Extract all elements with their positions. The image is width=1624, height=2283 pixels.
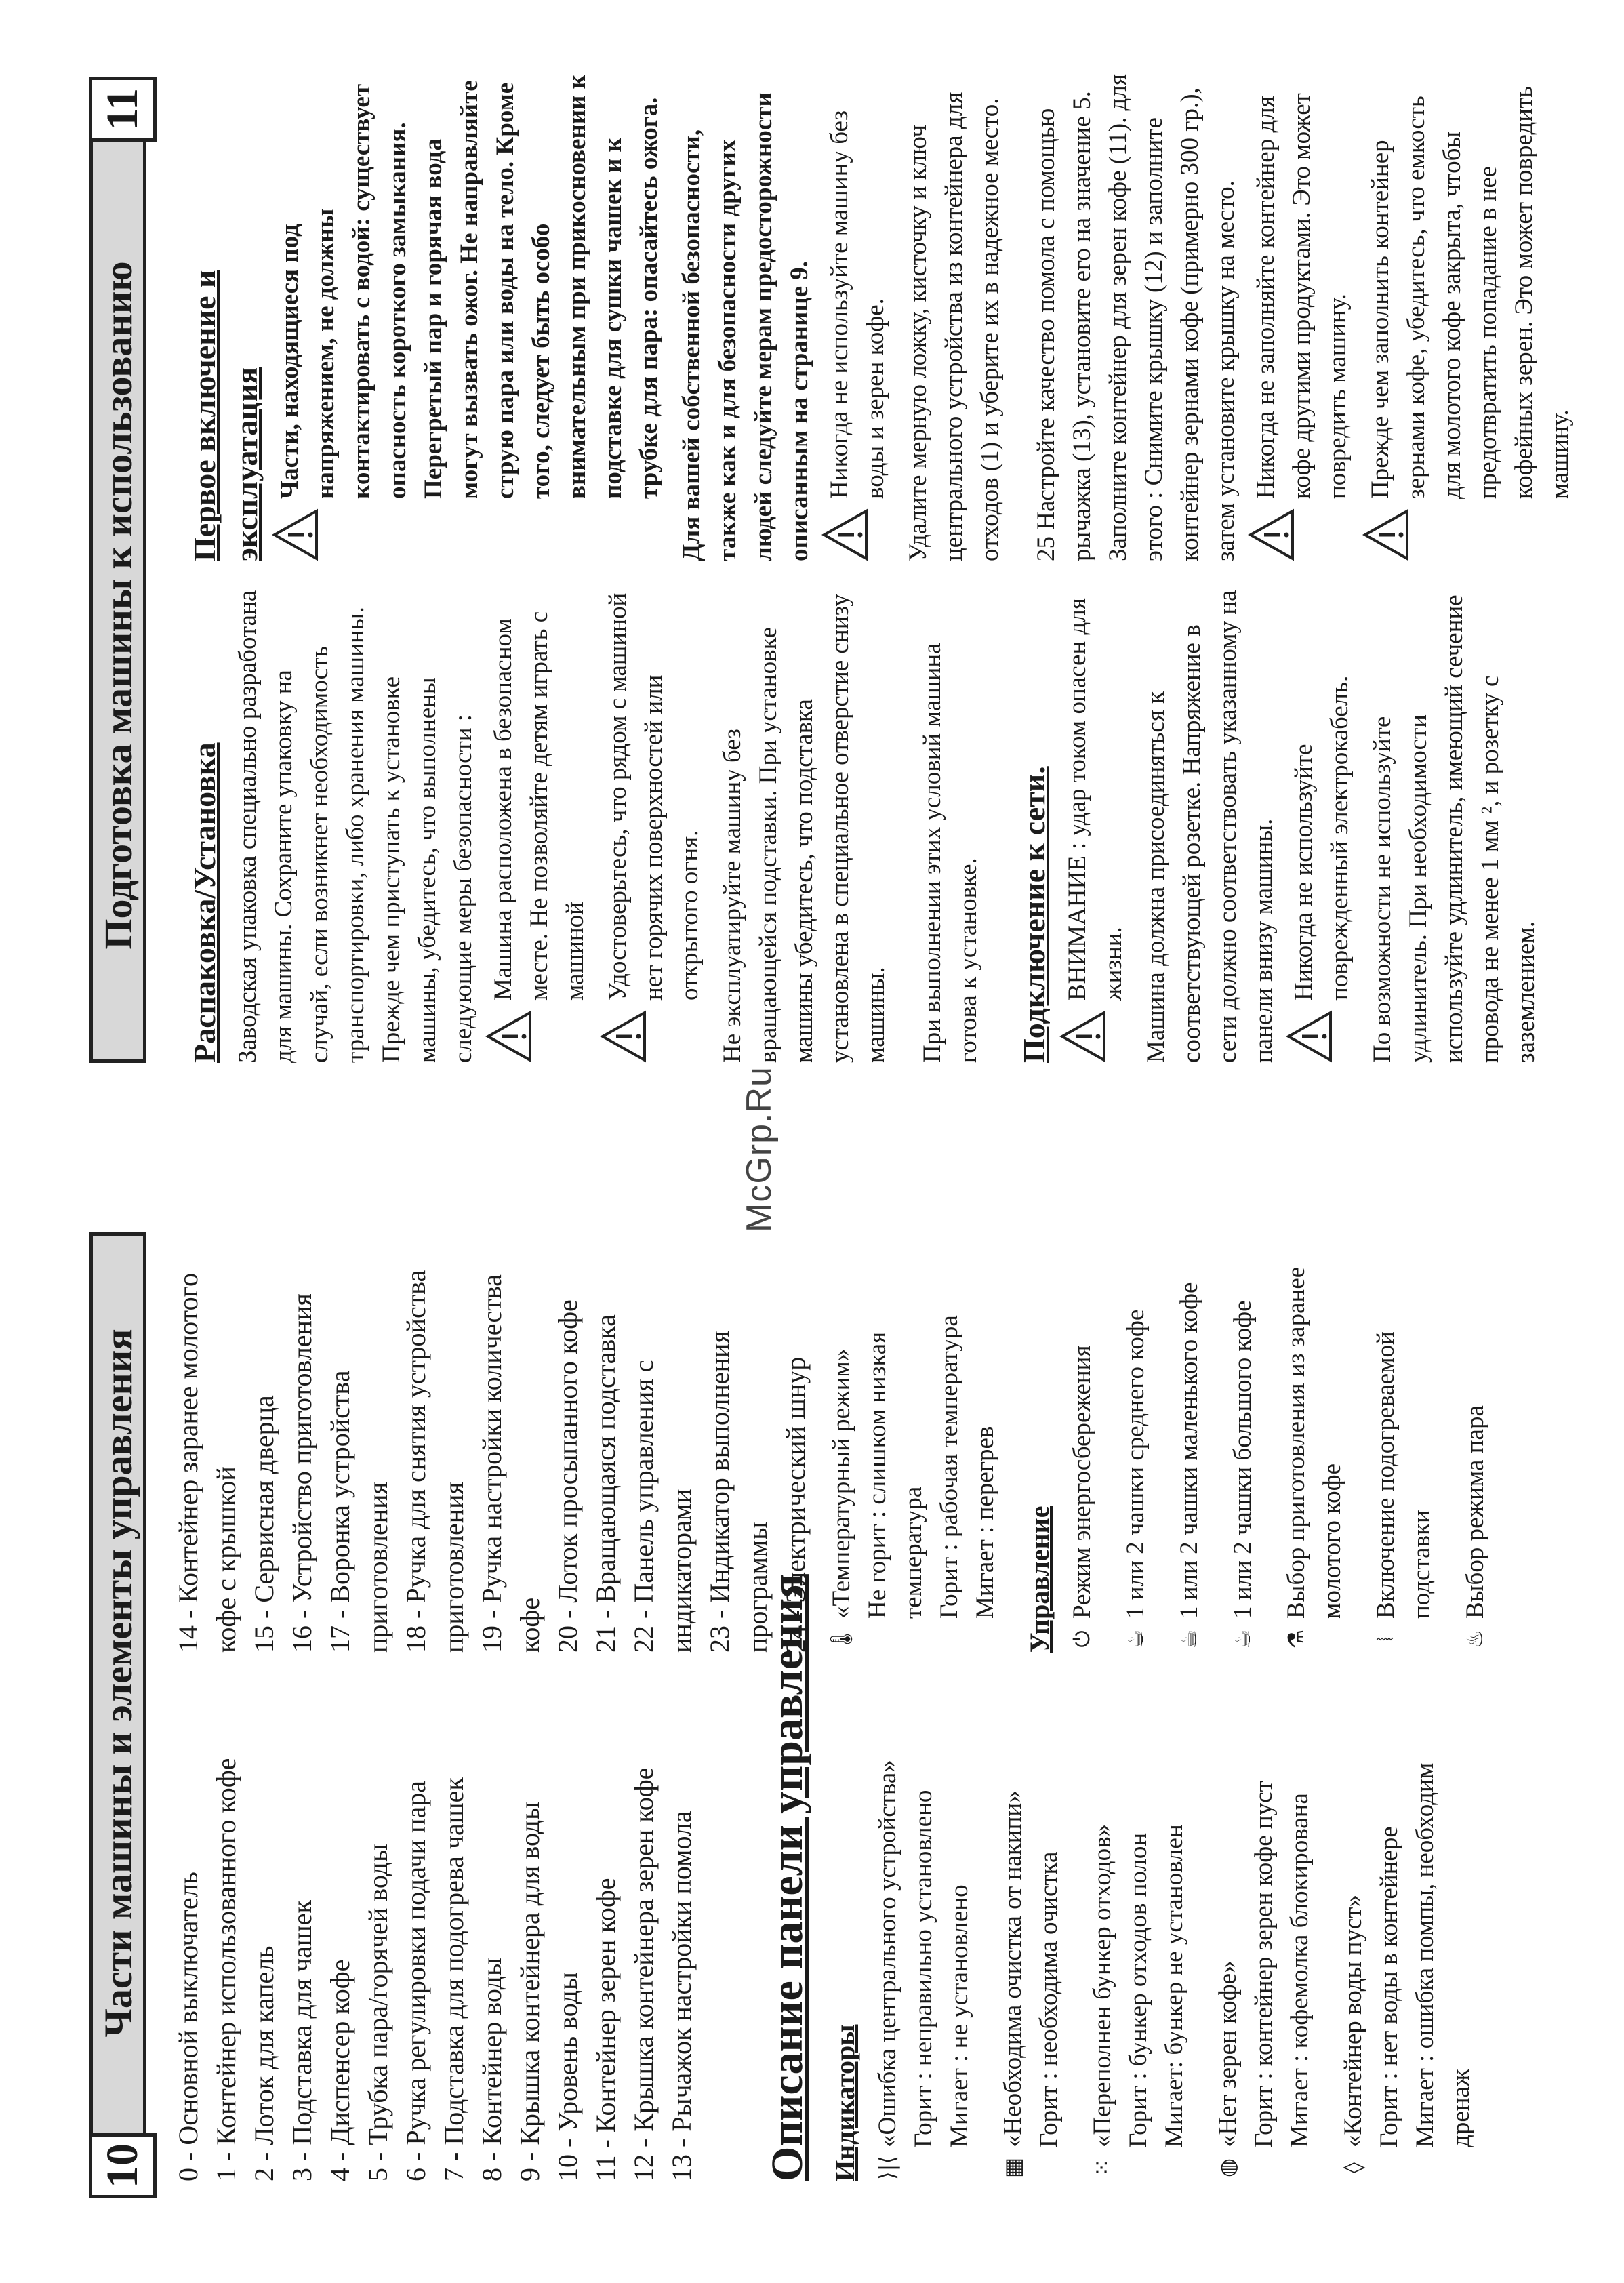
parts-item: 17 - Воронка устройства приготовления	[325, 1370, 393, 1653]
control-large-cup	[1225, 1219, 1261, 1653]
warning-text: Машина расположена в безопасном месте. Не позволяйте детям играть с машиной	[489, 611, 589, 1001]
descaling-icon: ▦	[1000, 2157, 1026, 2179]
parts-item: 11 - Контейнер зерен кофе	[590, 1878, 621, 2181]
parts-item: 13 - Рычажок настройки помола	[666, 1811, 697, 2181]
control-label: Выбор приготовления из заранее молотого кофе	[1282, 1266, 1346, 1619]
parts-item: 19 - Ручка настройки количества кофе	[476, 1274, 545, 1653]
indicator-text: Мигает : не установлено	[946, 1884, 973, 2147]
indicator-text: Мигает : ошибка помпы, необходим дренаж	[1411, 1762, 1475, 2147]
parts-item: 4 - Диспенсер кофе	[325, 1959, 355, 2181]
warning-icon	[485, 1010, 533, 1063]
indicator-temperature	[824, 1219, 1003, 1653]
indicator-text: «Ошибка центрального устройства»	[874, 1760, 901, 2147]
control-cup-warmer	[1368, 1219, 1440, 1653]
parts-item: 0 - Основной выключатель	[173, 1872, 203, 2181]
unpacking-text-3: При выполнении этих условий машина готова к установке.	[918, 643, 982, 1063]
parts-item: 12 - Крышка контейнера зерен кофе	[628, 1767, 659, 2181]
unpacking-column	[180, 588, 1544, 1063]
control-label: 1 или 2 чашки маленького кофе	[1175, 1282, 1203, 1619]
parts-item: 22 - Панель управления с индикаторами	[628, 1360, 697, 1653]
watermark: McGrp.Ru	[739, 1066, 779, 1232]
warning-block	[1248, 73, 1356, 561]
warning-icon	[1059, 1010, 1107, 1063]
warning-block	[1362, 73, 1578, 561]
left-page-title: Части машины и элементы управления	[96, 1329, 140, 2038]
parts-item: 21 - Вращающаяся подставка	[590, 1314, 621, 1653]
parts-item: 23 - Индикатор выполнения программы	[704, 1331, 773, 1653]
small-cup-icon: ☕	[1176, 1629, 1202, 1649]
parts-item: 8 - Контейнер воды	[476, 1958, 507, 2181]
control-small-cup	[1171, 1219, 1207, 1653]
parts-item: 6 - Ручка регулировки подачи пара	[401, 1781, 431, 2181]
indicator-text: «Необходима очистка от накипи»	[999, 1790, 1027, 2147]
warning-block	[821, 73, 893, 561]
controls-block	[824, 1219, 1511, 1653]
control-ground-coffee	[1278, 1219, 1350, 1653]
first-use-column	[180, 73, 1585, 561]
warning-block	[1286, 588, 1358, 1063]
waste-bin-full-icon: ⁙	[1089, 2158, 1115, 2177]
power-text-2: По возможности не используйте удлинитель. При необходимости используйте удлинитель, имеющий сечение провода не менее 1 мм ², и розетку с заземлением.	[1368, 594, 1540, 1063]
warning-block	[485, 588, 593, 1063]
control-panel-section-title-wrap	[756, 1232, 817, 2181]
central-unit-error-icon: ⟩|⟨	[874, 2156, 900, 2180]
warning-text: Прежде чем заполнить контейнер зернами кофе, убедитесь, что емкость для молотого кофе закрыта, чтобы предотвратить попадание в нее кофейных зерен. Это может повредить машину.	[1366, 85, 1574, 499]
first-use-text-2: 25 Настройте качество помола с помощью рычажка (13), установите его на значение 5. Заполните контейнер для зерен кофе (11). для этого : Снимите крышку (12) и заполните контейнер зернами кофе (примерно 300 гр.), затем установите крышку на место.	[1032, 74, 1240, 561]
parts-item: 10 - Уровень воды	[552, 1972, 583, 2181]
parts-item: 16 - Устройство приготовления	[287, 1293, 317, 1653]
unpacking-text-2: Не эксплуатируйте машину без вращающейся подставки. При установке машины убедитесь, что подставка установлена в специальное отверстие снизу машины.	[718, 594, 890, 1063]
indicator-text: Мигает: бункер не установлен	[1160, 1824, 1188, 2147]
indicator-text: Горит : контейнер зерен кофе пуст	[1250, 1781, 1278, 2147]
first-use-safety-text: Для вашей собственной безопасности, также как и для безопасности других людей следуйте мерам предосторожности описанным на странице 9.	[678, 92, 813, 561]
parts-item: 2 - Лоток для капель	[249, 1945, 279, 2181]
indicator-text: Горит : рабочая температура	[935, 1315, 963, 1619]
warning-icon	[1362, 508, 1410, 561]
indicator-waste-bin	[1084, 1680, 1192, 2181]
right-page-header	[89, 80, 146, 1063]
control-label: Включение подогреваемой подставки	[1372, 1331, 1436, 1619]
parts-item: 7 - Подставка для подогрева чашек	[439, 1777, 469, 2181]
indicator-text: «Температурный режим»	[828, 1348, 855, 1619]
water-empty-icon: ◊	[1340, 2162, 1366, 2173]
parts-item: 9 - Крышка контейнера для воды	[514, 1801, 545, 2181]
parts-item: 24 - Электрический шнур	[780, 1356, 811, 1653]
indicator-text: Не горит : слишком низкая температура	[864, 1331, 927, 1619]
unpacking-title: Распаковка/Установка	[187, 742, 222, 1063]
indicator-text: «Контейнер воды пуст»	[1339, 1895, 1367, 2147]
parts-list-col2	[169, 1232, 815, 1653]
warning-text: ВНИМАНИЕ : удар током опасен для жизни.	[1063, 598, 1127, 1001]
no-beans-icon: ◍	[1215, 2158, 1240, 2177]
parts-item: 3 - Подставка для чашек	[287, 1900, 317, 2181]
warning-text: Никогда не используйте поврежденный электрокабель.	[1290, 675, 1354, 1001]
warning-block	[1059, 588, 1131, 1063]
indicator-text: Горит : бункер отходов полон	[1124, 1832, 1152, 2147]
indicator-text: «Переполнен бункер отходов»	[1089, 1823, 1116, 2147]
indicator-descaling	[995, 1680, 1067, 2181]
power-save-icon: ⏻	[1068, 1630, 1095, 1648]
parts-item: 14 - Контейнер заранее молотого кофе с крышкой	[173, 1272, 241, 1653]
large-cup-icon: ☕	[1230, 1629, 1255, 1649]
power-text: Машина должна присоединяться к соответствующей розетке. Напряжение в сети должно соответствовать указанному на панели внизу машины.	[1142, 590, 1278, 1063]
control-steam	[1457, 1219, 1493, 1653]
indicators-block	[817, 1680, 1497, 2181]
indicator-text: Горит : нет воды в контейнере	[1375, 1826, 1403, 2147]
warning-text: Никогда не заполняйте контейнер для кофе другими продуктами. Это может повредить машину.	[1252, 93, 1352, 499]
indicator-no-beans	[1210, 1680, 1318, 2181]
warning-icon	[821, 508, 869, 561]
steam-icon: ♨	[1462, 1629, 1488, 1649]
control-label: Выбор режима пара	[1461, 1405, 1489, 1619]
parts-item: 18 - Ручка для снятия устройства приготовления	[401, 1270, 469, 1653]
indicator-text: Горит : неправильно установлено	[910, 1790, 937, 2147]
first-use-text: Удалите мерную ложку, кисточку и ключ центрального устройства из контейнера для отходов (1) и уберите их в надежное место.	[904, 92, 1004, 561]
first-use-title: Первое включение и эксплуатация	[187, 270, 264, 561]
warning-block	[600, 588, 708, 1063]
control-label: 1 или 2 чашки большого кофе	[1229, 1300, 1257, 1619]
ground-coffee-icon: ⚗	[1283, 1629, 1309, 1649]
cup-warmer-icon: ⦚	[1372, 1636, 1398, 1642]
indicator-central-unit	[870, 1680, 977, 2181]
thermometer-icon: 🌡	[828, 1625, 854, 1653]
warning-icon	[1286, 1010, 1333, 1063]
indicator-text: «Нет зерен кофе»	[1214, 1960, 1242, 2147]
warning-text: Никогда не используйте машину без воды и зерен кофе.	[826, 110, 889, 499]
warning-text: Удостоверьтесь, что рядом с машиной нет горячих поверхностей или открытого огня.	[604, 592, 704, 1001]
indicator-water-empty	[1335, 1680, 1479, 2181]
parts-item: 15 - Сервисная дверца	[249, 1395, 279, 1653]
parts-item: 20 - Лоток просыпанного кофе	[552, 1299, 583, 1653]
warning-icon	[1248, 508, 1295, 561]
control-medium-cup	[1118, 1219, 1154, 1653]
control-panel-section-title: Описание панели управления	[763, 1574, 812, 2181]
indicator-text: Горит : необходима очистка	[1035, 1851, 1063, 2147]
parts-item: 5 - Трубка пара/горячей воды	[363, 1844, 393, 2181]
indicators-title: Индикаторы	[830, 2024, 860, 2181]
warning-text: Части, находящиеся под напряжением, не должны контактировать с водой: существует опасность короткого замыкания. Перегретый пар и горячая вода могут вызвать ожог. Не направляйте струю пара или воды на тело. Кроме того, следует быть особо внимательным при прикосновении к подставке для сушки чашек и к трубке для пара: опасайтесь ожога.	[276, 75, 663, 499]
indicator-text: Мигает : кофемолка блокирована	[1286, 1793, 1314, 2147]
medium-cup-icon: ☕	[1122, 1629, 1148, 1649]
power-title: Подключение к сети.	[1017, 766, 1051, 1063]
left-page-number: 10	[89, 2133, 157, 2198]
indicator-text: Мигает : перегрев	[971, 1426, 999, 1619]
controls-title: Управление	[1024, 1506, 1055, 1653]
left-page-header	[89, 1232, 146, 2195]
unpacking-text: Заводская упаковка специально разработана для машины. Сохраните упаковку на случай, если возникнет необходимость транспортировки, либо хранения машины. Прежде чем приступать к установке машины, убедитесь, что выполнены следующие меры безопасности :	[234, 590, 477, 1063]
warning-block	[272, 73, 667, 561]
parts-list-col1	[169, 1680, 701, 2181]
control-label: Режим энергосбережения	[1068, 1345, 1096, 1619]
control-label: 1 или 2 чашки среднего кофе	[1122, 1309, 1150, 1619]
right-page-number: 11	[89, 77, 157, 142]
warning-icon	[272, 508, 319, 561]
warning-icon	[600, 1010, 647, 1063]
control-power-save	[1064, 1219, 1100, 1653]
parts-item: 1 - Контейнер использованного кофе	[211, 1758, 241, 2181]
right-page-title: Подготовка машины к использованию	[96, 261, 140, 950]
